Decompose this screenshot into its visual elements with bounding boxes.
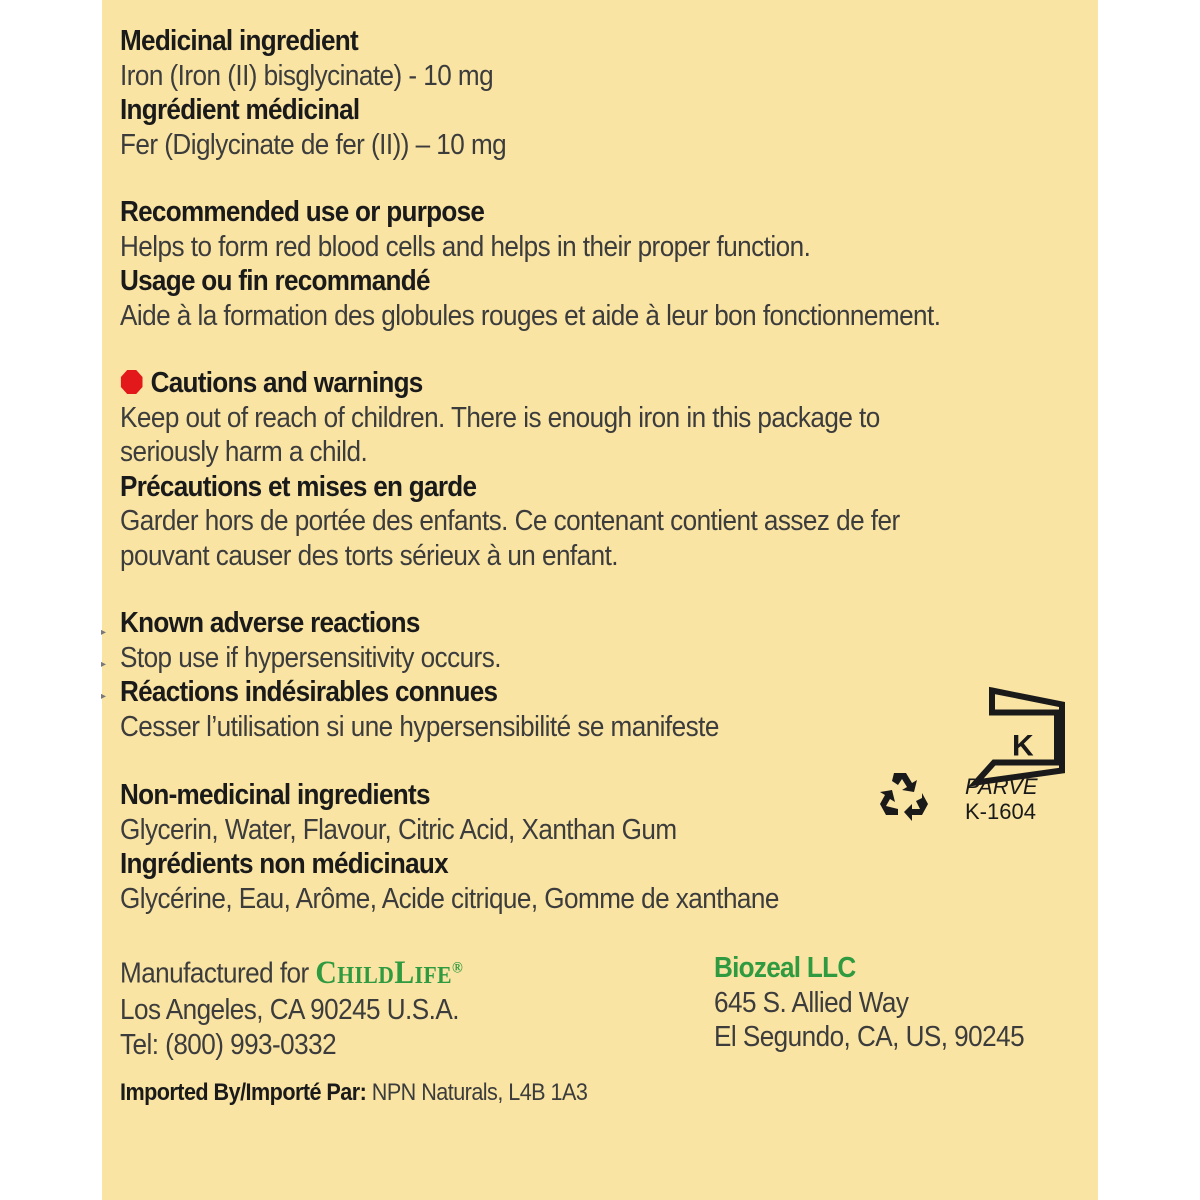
recycle-icon	[872, 763, 936, 827]
medicinal-title-fr: Ingrédient médicinal	[120, 94, 360, 126]
kosher-code: K-1604	[965, 799, 1036, 824]
importer-section	[120, 1078, 639, 1108]
cautions-text-fr-1: Garder hors de portée des enfants. Ce contenant contient assez de fer	[120, 505, 900, 537]
distributor-street: 645 S. Allied Way	[714, 986, 909, 1019]
use-title-fr: Usage ou fin recommandé	[120, 265, 430, 297]
non-medicinal-text-fr: Glycérine, Eau, Arôme, Acide citrique, Gomme de xanthane	[120, 882, 779, 915]
adverse-text-fr: Cesser l’utilisation si une hypersensibilité se manifeste	[120, 710, 719, 743]
medicinal-title-en: Medicinal ingredient	[120, 25, 358, 57]
medicinal-section	[120, 24, 549, 162]
importer-label: Imported By/Importé Par:	[120, 1079, 367, 1106]
manufacturer-prefix: Manufactured for	[120, 957, 309, 990]
cautions-text-en-1: Keep out of reach of children. There is enough iron in this package to	[120, 401, 880, 434]
manufacturer-line	[120, 951, 463, 993]
non-medicinal-title-fr: Ingrédients non médicinaux	[120, 848, 448, 880]
cautions-text-fr-2: pouvant causer des torts sérieux à un enfant.	[120, 539, 619, 572]
distributor-section	[714, 951, 1059, 1055]
manufacturer-address: Los Angeles, CA 90245 U.S.A.	[120, 994, 459, 1027]
cautions-title-en: Cautions and warnings	[150, 367, 423, 399]
use-text-en: Helps to form red blood cells and helps in their proper function.	[120, 230, 811, 263]
use-title-en: Recommended use or purpose	[120, 196, 485, 228]
cautions-section	[120, 366, 986, 573]
margin-tick-mark: ▸	[101, 691, 107, 702]
medicinal-text-fr: Fer (Diglycinate de fer (II)) – 10 mg	[120, 128, 507, 161]
distributor-name: Biozeal LLC	[714, 952, 856, 984]
childlife-logo: CHILDLIFE®	[315, 954, 464, 991]
cautions-title-fr: Précautions et mises en garde	[120, 470, 477, 503]
cautions-title-row	[120, 366, 900, 401]
cautions-text-en-2: seriously harm a child.	[120, 436, 368, 468]
margin-tick-mark: ▸	[101, 627, 107, 638]
use-text-fr: Aide à la formation des globules rouges et aide à leur bon fonctionnement.	[120, 299, 941, 332]
importer-value: NPN Naturals, L4B 1A3	[371, 1079, 588, 1106]
manufacturer-phone: Tel: (800) 993-0332	[120, 1028, 337, 1061]
warning-octagon-icon	[120, 369, 143, 395]
kosher-parve: PARVE	[965, 774, 1038, 799]
non-medicinal-text-en: Glycerin, Water, Flavour, Citric Acid, Xanthan Gum	[120, 813, 677, 846]
medicinal-text-en: Iron (Iron (II) bisglycinate) - 10 mg	[120, 59, 494, 92]
adverse-title-fr: Réactions indésirables connues	[120, 676, 498, 708]
non-medicinal-title-en: Non-medicinal ingredients	[120, 779, 430, 811]
distributor-city: El Segundo, CA, US, 90245	[714, 1021, 1025, 1053]
kosher-letter: K	[1012, 729, 1034, 763]
adverse-section	[120, 606, 785, 744]
use-section	[120, 195, 1032, 333]
manufacturer-section	[120, 951, 501, 1062]
adverse-title-en: Known adverse reactions	[120, 607, 420, 639]
margin-tick-mark: ▸	[101, 659, 107, 670]
importer-line	[120, 1078, 587, 1108]
adverse-text-en: Stop use if hypersensitivity occurs.	[120, 641, 501, 674]
non-medicinal-section	[120, 778, 852, 916]
